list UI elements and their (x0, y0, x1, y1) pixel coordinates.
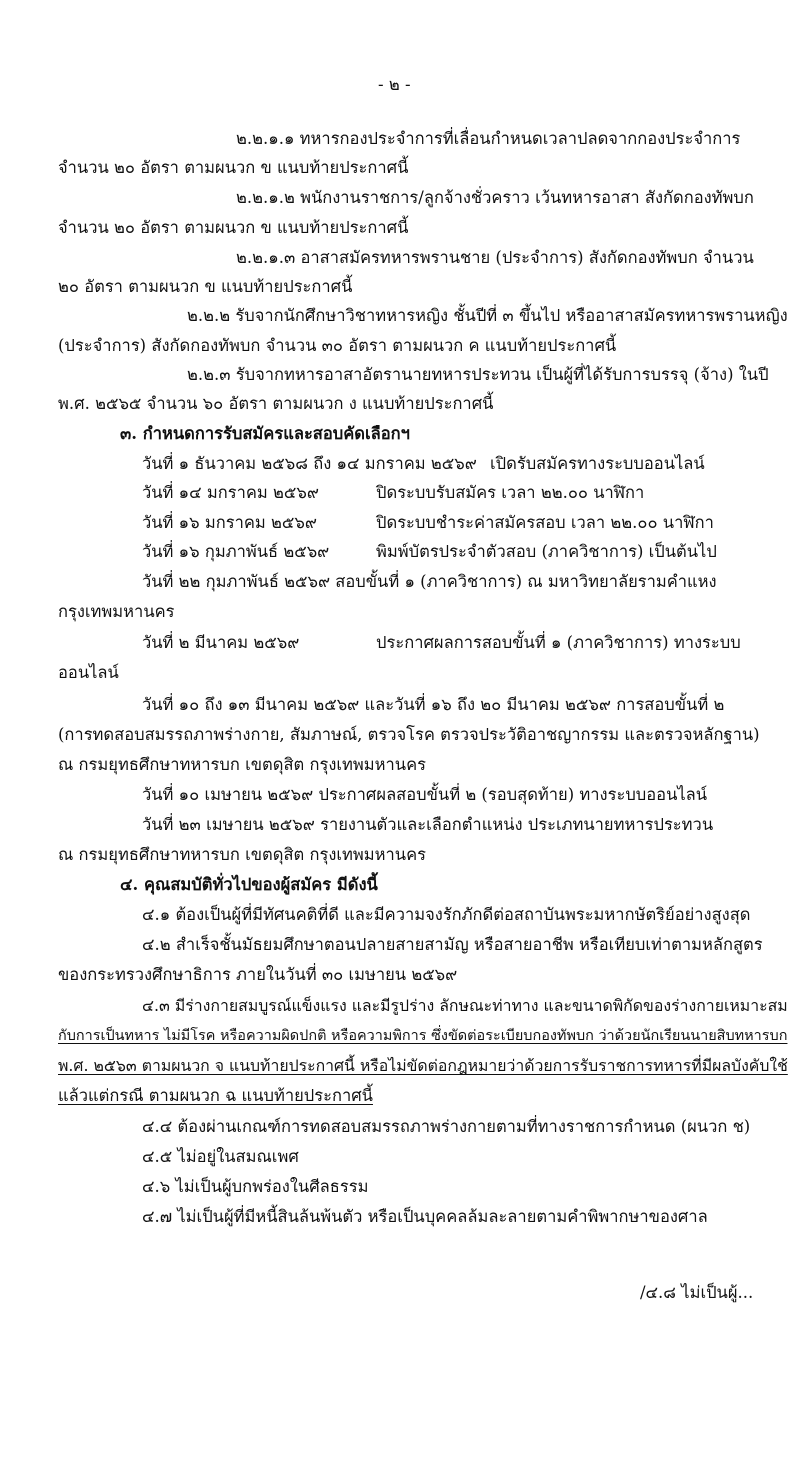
schedule-9: วันที่ ๒๓ เมษายน ๒๕๖๙ รายงานตัวและเลือกตำแหน่ง ประเภทนายทหารประทวน (142, 815, 714, 834)
schedule-5: วันที่ ๒๒ กุมภาพันธ์ ๒๕๖๙ สอบขั้นที่ ๑ (ภาควิชาการ) ณ มหาวิทยาลัยรามคำแหง (142, 572, 717, 591)
schedule-4-date: วันที่ ๑๖ กุมภาพันธ์ ๒๕๖๙ (142, 542, 330, 561)
schedule-1-date: วันที่ ๑ ธันวาคม ๒๕๖๘ ถึง ๑๔ มกราคม ๒๕๖๙ (142, 454, 477, 473)
clause-2-2-2: ๒.๒.๒ รับจากนักศึกษาวิชาทหารหญิง ชั้นปีที่ ๓ ขึ้นไป หรืออาสาสมัครทหารพรานหญิง (187, 306, 788, 325)
continued-marker: /๔.๘ ไม่เป็นผู้... (640, 1283, 754, 1302)
qualification-4-7: ๔.๗ ไม่เป็นผู้ที่มีหนี้สินล้นพ้นตัว หรือเป็นบุคคลล้มละลายตามคำพิพากษาของศาล (142, 1207, 708, 1226)
section-4-heading: ๔. คุณสมบัติทั่วไปของผู้สมัคร มีดังนี้ (120, 875, 378, 894)
qualification-4-1: ๔.๑ ต้องเป็นผู้ที่มีทัศนคติที่ดี และมีความจงรักภักดีต่อสถาบันพระมหากษัตริย์อย่างสูงสุด (142, 905, 751, 924)
schedule-8: วันที่ ๑๐ เมษายน ๒๕๖๙ ประกาศผลสอบขั้นที่ ๒ (รอบสุดท้าย) ทางระบบออนไลน์ (142, 785, 708, 804)
schedule-1-text: เปิดรับสมัครทางระบบออนไลน์ (490, 454, 705, 473)
schedule-6-text: ประกาศผลการสอบขั้นที่ ๑ (ภาควิชาการ) ทางระบบ (376, 633, 741, 652)
schedule-7-cont: (การทดสอบสมรรถภาพร่างกาย, สัมภาษณ์, ตรวจโรค ตรวจประวัติอาชญากรรม และตรวจหลักฐาน) (58, 725, 760, 744)
qualification-4-3: ๔.๓ มีร่างกายสมบูรณ์แข็งแรง และมีรูปร่าง ลักษณะท่าทาง และขนาดพิกัดของร่างกายเหมาะสม (142, 996, 788, 1015)
qualification-4-3-cont-2: พ.ศ. ๒๕๖๓ ตามผนวก จ แนบท้ายประกาศนี้ หรือไม่ขัดต่อกฎหมายว่าด้วยการรับราชการทหารที่มีผลบังคับใช้ (58, 1056, 788, 1075)
schedule-6-cont: ออนไลน์ (58, 663, 119, 682)
schedule-7-location: ณ กรมยุทธศึกษาทหารบก เขตดุสิต กรุงเทพมหานคร (58, 755, 426, 774)
schedule-6-date: วันที่ ๒ มีนาคม ๒๕๖๙ (142, 633, 300, 652)
clause-2-2-1-3-cont: ๒๐ อัตรา ตามผนวก ข แนบท้ายประกาศนี้ (58, 277, 353, 296)
schedule-5-cont: กรุงเทพมหานคร (58, 602, 175, 621)
clause-2-2-1-2: ๒.๒.๑.๒ พนักงานราชการ/ลูกจ้างชั่วคราว เว้นทหารอาสา สังกัดกองทัพบก (236, 188, 754, 207)
clause-2-2-1-1-cont: จำนวน ๒๐ อัตรา ตามผนวก ข แนบท้ายประกาศนี้ (58, 158, 409, 177)
page-number: - ๒ - (378, 75, 411, 94)
qualification-4-5: ๔.๕ ไม่อยู่ในสมณเพศ (142, 1147, 299, 1166)
qualification-4-6: ๔.๖ ไม่เป็นผู้บกพร่องในศีลธรรม (142, 1177, 369, 1196)
schedule-7: วันที่ ๑๐ ถึง ๑๓ มีนาคม ๒๕๖๙ และวันที่ ๑๖ ถึง ๒๐ มีนาคม ๒๕๖๙ การสอบขั้นที่ ๒ (142, 695, 725, 714)
schedule-9-location: ณ กรมยุทธศึกษาทหารบก เขตดุสิต กรุงเทพมหานคร (58, 845, 426, 864)
schedule-3-date: วันที่ ๑๖ มกราคม ๒๕๖๙ (142, 513, 317, 532)
clause-2-2-3-cont: พ.ศ. ๒๕๖๕ จำนวน ๖๐ อัตรา ตามผนวก ง แนบท้ายประกาศนี้ (58, 394, 494, 413)
qualification-4-2: ๔.๒ สำเร็จชั้นมัธยมศึกษาตอนปลายสายสามัญ หรือสายอาชีพ หรือเทียบเท่าตามหลักสูตร (142, 935, 763, 954)
schedule-2-date: วันที่ ๑๔ มกราคม ๒๕๖๙ (142, 483, 319, 502)
qualification-4-4: ๔.๔ ต้องผ่านเกณฑ์การทดสอบสมรรถภาพร่างกายตามที่ทางราชการกำหนด (ผนวก ช) (142, 1117, 751, 1136)
qualification-4-3-cont-3: แล้วแต่กรณี ตามผนวก ฉ แนบท้ายประกาศนี้ (58, 1086, 373, 1105)
schedule-4-text: พิมพ์บัตรประจำตัวสอบ (ภาควิชาการ) เป็นต้นไป (376, 542, 717, 561)
clause-2-2-3: ๒.๒.๓ รับจากทหารอาสาอัตรานายทหารประทวน เป็นผู้ที่ได้รับการบรรจุ (จ้าง) ในปี (187, 365, 769, 384)
schedule-2-text: ปิดระบบรับสมัคร เวลา ๒๒.๐๐ นาฬิกา (376, 483, 645, 502)
clause-2-2-2-cont: (ประจำการ) สังกัดกองทัพบก จำนวน ๓๐ อัตรา ตามผนวก ค แนบท้ายประกาศนี้ (58, 336, 617, 355)
clause-2-2-1-1: ๒.๒.๑.๑ ทหารกองประจำการที่เลื่อนกำหนดเวลาปลดจากกองประจำการ (236, 129, 741, 148)
clause-2-2-1-2-cont: จำนวน ๒๐ อัตรา ตามผนวก ข แนบท้ายประกาศนี้ (58, 218, 409, 237)
clause-2-2-1-3: ๒.๒.๑.๓ อาสาสมัครทหารพรานชาย (ประจำการ) สังกัดกองทัพบก จำนวน (236, 248, 754, 267)
section-3-heading: ๓. กำหนดการรับสมัครและสอบคัดเลือกฯ (120, 424, 410, 443)
qualification-4-3-cont-1: กับการเป็นทหาร ไม่มีโรค หรือความผิดปกติ หรือความพิการ ซึ่งขัดต่อระเบียบกองทัพบก ว่าด้วยนักเรียนนายสิบทหารบก (58, 1028, 788, 1044)
schedule-3-text: ปิดระบบชำระค่าสมัครสอบ เวลา ๒๒.๐๐ นาฬิกา (376, 513, 714, 532)
qualification-4-2-cont: ของกระทรวงศึกษาธิการ ภายในวันที่ ๓๐ เมษายน ๒๕๖๙ (58, 965, 458, 984)
